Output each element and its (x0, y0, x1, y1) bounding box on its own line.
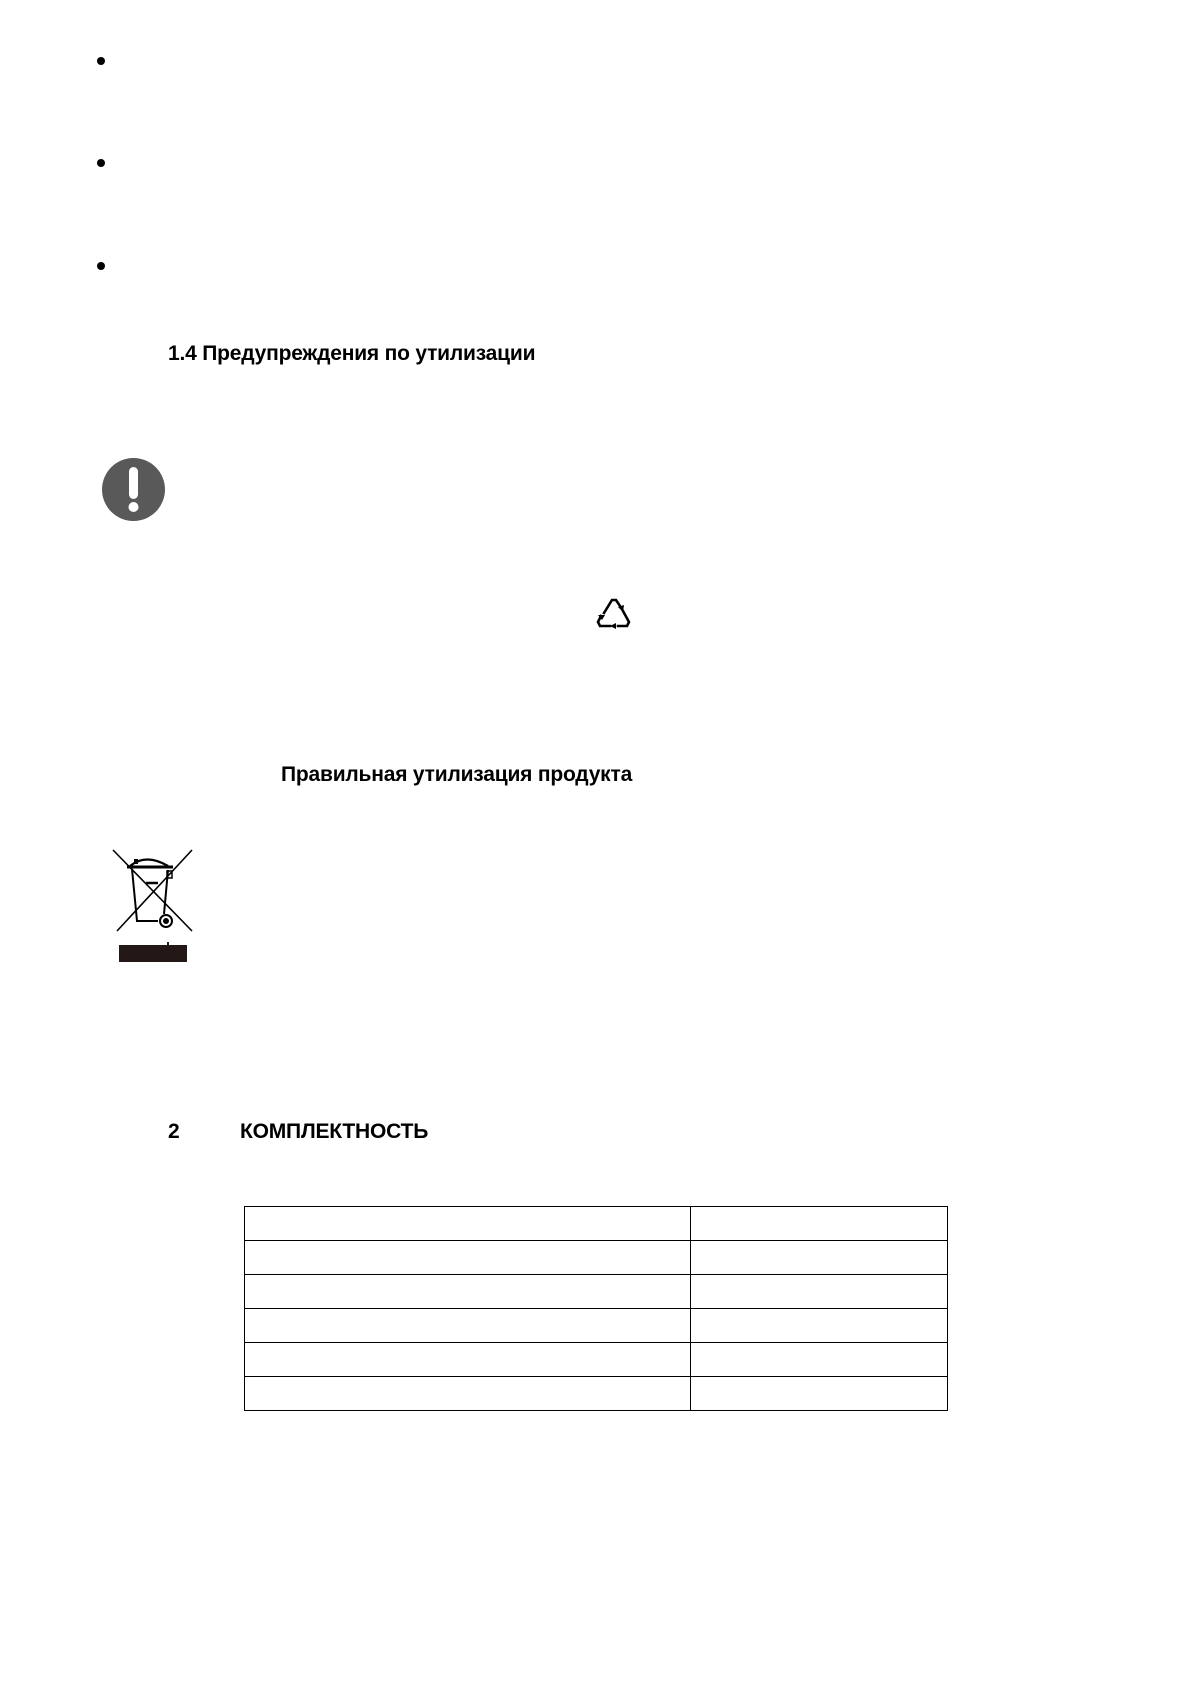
exclamation-circle-icon (101, 457, 166, 522)
bullet-item-1 (97, 57, 105, 65)
table-row (245, 1241, 948, 1275)
table-cell-qty (691, 1207, 948, 1241)
crossed-out-wheelie-bin-icon (110, 848, 196, 966)
section-heading-1-4: 1.4 Предупреждения по утилизации (168, 342, 536, 365)
table-cell-item (245, 1241, 691, 1275)
section-title-kit: КОМПЛЕКТНОСТЬ (240, 1120, 429, 1143)
table-cell-item (245, 1377, 691, 1411)
table-cell-qty (691, 1241, 948, 1275)
table-cell-item (245, 1309, 691, 1343)
bullet-item-3 (97, 262, 105, 270)
table-cell-item (245, 1275, 691, 1309)
table-cell-qty (691, 1343, 948, 1377)
table-cell-item (245, 1207, 691, 1241)
bullet-item-2 (97, 159, 105, 167)
disposal-subheading: Правильная утилизация продукта (281, 763, 633, 786)
table-row (245, 1207, 948, 1241)
recycle-icon (596, 596, 632, 629)
kit-contents-table (244, 1206, 948, 1411)
table-row (245, 1309, 948, 1343)
table-row (245, 1343, 948, 1377)
table-row (245, 1377, 948, 1411)
table-cell-item (245, 1343, 691, 1377)
table-row (245, 1275, 948, 1309)
table-cell-qty (691, 1275, 948, 1309)
table-cell-qty (691, 1309, 948, 1343)
table-cell-qty (691, 1377, 948, 1411)
section-number-2: 2 (168, 1120, 180, 1143)
